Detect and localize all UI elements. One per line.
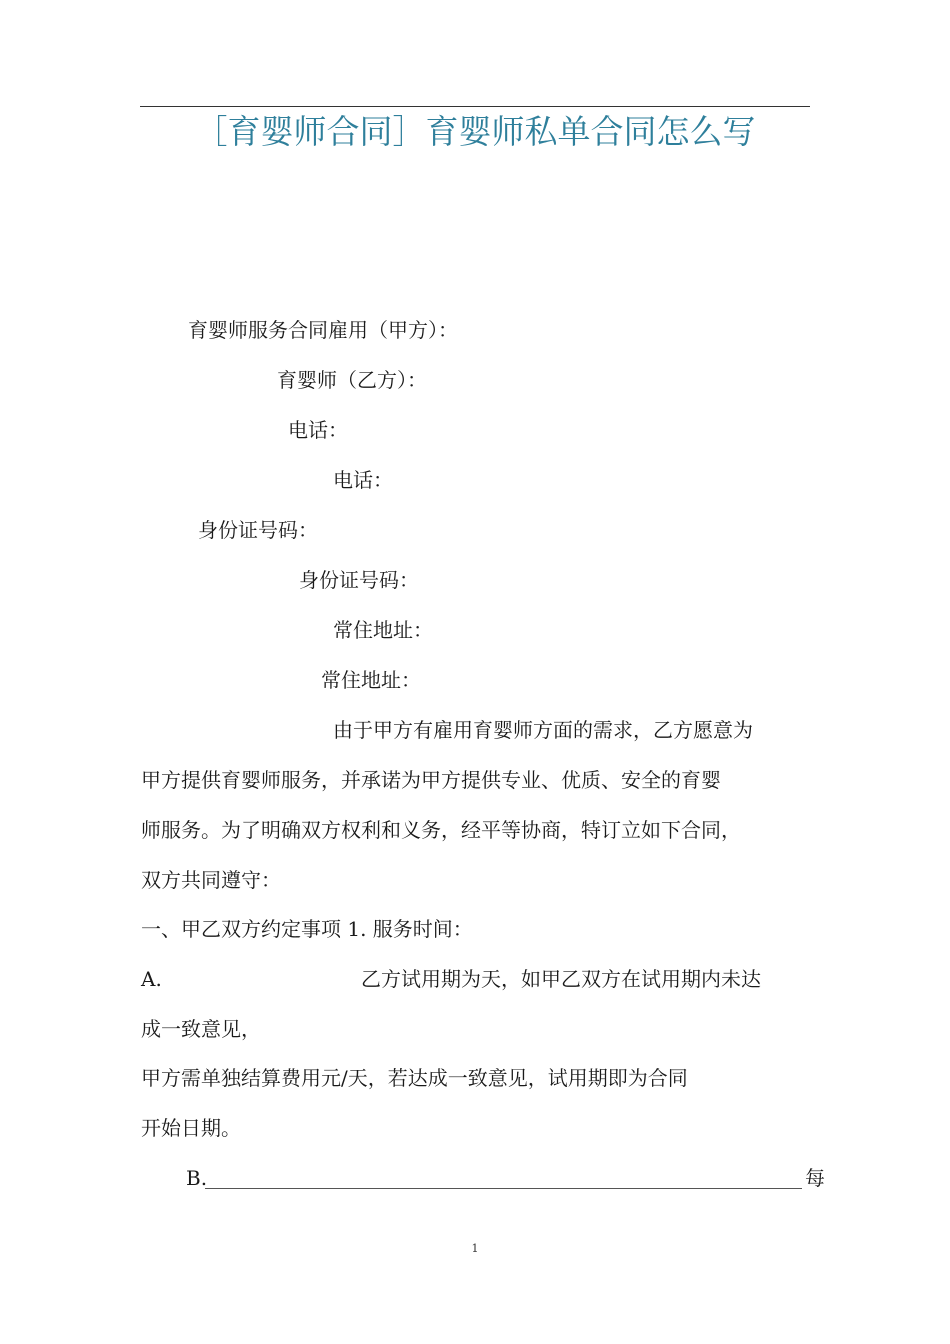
clause-a-line-3: 甲方需单独结算费用元/天，若达成一致意见，试用期即为合同 [141, 1066, 688, 1090]
clause-b-blank-line [205, 1188, 802, 1189]
line-nanny: 育婴师（乙方）： [277, 368, 427, 392]
clause-b-label: B. [186, 1166, 208, 1190]
section-heading-1: 一、甲乙双方约定事项 1. 服务时间： [141, 917, 473, 941]
clause-a-line-1: 乙方试用期为天，如甲乙双方在试用期内未达 [361, 967, 761, 991]
document-title: ［育婴师合同］育婴师私单合同怎么写 [194, 112, 756, 151]
clause-a-line-4: 开始日期。 [141, 1116, 241, 1140]
paragraph-intro-line-1: 由于甲方有雇用育婴师方面的需求，乙方愿意为 [333, 718, 753, 742]
paragraph-intro-line-2: 甲方提供育婴师服务，并承诺为甲方提供专业、优质、安全的育婴 [141, 768, 721, 792]
line-phone-a: 电话： [288, 418, 348, 442]
clause-a-label: A. [141, 967, 162, 991]
line-employer: 育婴师服务合同雇用（甲方）： [188, 318, 458, 342]
page-number: 1 [471, 1242, 479, 1255]
line-phone-b: 电话： [333, 468, 393, 492]
line-id-a: 身份证号码： [198, 518, 318, 542]
clause-b-trailing-text: 每 [805, 1166, 825, 1190]
paragraph-intro-line-4: 双方共同遵守： [141, 868, 281, 892]
line-id-b: 身份证号码： [299, 568, 419, 592]
line-address-b: 常住地址： [321, 668, 421, 692]
clause-a-line-2: 成一致意见， [141, 1017, 261, 1041]
paragraph-intro-line-3: 师服务。为了明确双方权利和义务，经平等协商，特订立如下合同， [141, 818, 741, 842]
line-address-a: 常住地址： [333, 618, 433, 642]
title-top-rule [140, 106, 810, 107]
